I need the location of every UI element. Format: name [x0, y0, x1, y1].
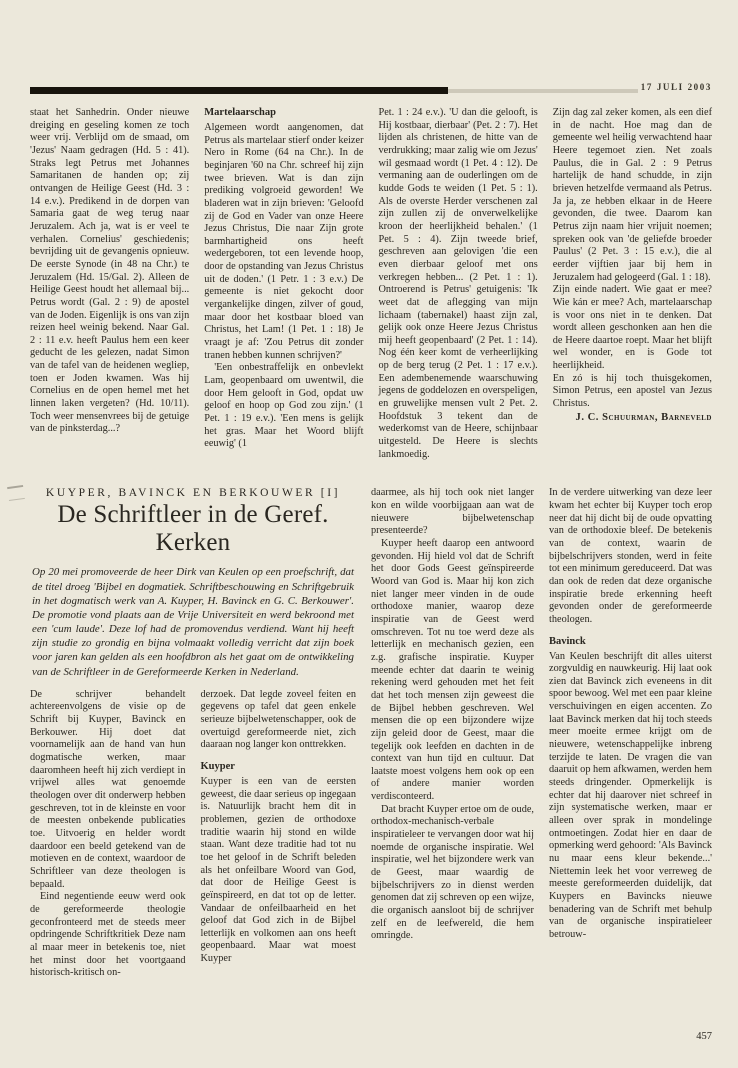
header-rule-bar-faded [448, 89, 638, 93]
schriftleer-column-4 [549, 487, 712, 979]
paragraph: daarmee, als hij toch ook niet langer kon en wilde voorbijgaan aan wat de nieuwere bijbelwetenschap presenteerde? [371, 487, 534, 537]
paragraph: Van Keulen beschrijft dit alles uiterst zorgvuldig en nauwkeurig. Hij laat ook zien dat Bavinck zich eveneens in dit spoor bewoog. Wel met een paar kleine verschuivingen en eigen accenten. Zo laat Bavinck merken dat hij toch steeds meer moeite ermee krijgt om de nieuwere, wetenschappelijke inbreng terzijde te laten. De vragen die van daaruit op hem afkwamen, werden hem steeds dringender. Opmerkelijk is echter dat hij daarover niet schreef in zijn systematische werken, maar er alleen over sprak in mondelinge ontmoetingen. Zodat hier en daar de opmerking werd gehoord: 'Als Bavinck nu maar eens kleur bekende...' Niettemin leek het voor verreweg de meeste gereformeerden duidelijk, dat Kuypers en Bavincks nieuwe benadering van de Schrift met behulp van de organische inspiratieleer betrouw- [549, 650, 712, 940]
section-heading-martelaarschap: Martelaarschap [204, 107, 276, 118]
paragraph: Zijn einde nadert. Wie gaat er mee? Wie kán er mee? Ach, martelaarschap is voor ons niet in te denken. Dat wordt alleen geschonken aan hen die de Heere daartoe roept. Maar het blijft wel wonder, en is Gode tot heerlijkheid. [552, 284, 712, 372]
paragraph: 'Een onbestraffelijk en onbevlekt Lam, geopenbaard om uwentwil, die door Hem gelooft in God, opdat uw geloof en hoop op God zou zijn.' (1 Pet. 1 : 19 e.v.). 'Een mens is gelijk het gras. Maar het Woord blijft eeuwig' (1 [204, 362, 364, 450]
article-schriftleer [30, 487, 712, 979]
page-number: 457 [696, 1031, 712, 1042]
paragraph: Zijn dag zal zeker komen, als een dief in de nacht. Hoe mag dan de gemeente wel heilig verwachtend haar Heere tegemoet zien. Net zoals Paulus, die in Gal. 2 : 9 Petrus hartelijk de hand schudde, in zijn brieven hetzelfde vermaand als Petrus. Ja ja, ze hebben elkaar in de Heere gevonden, die twee. Daarom kan Petrus zijn naam hier vrijuit noemen; spreken ook van 'de geliefde broeder Paulus' (2 Pet. 3 : 15 e.v.), die al eerder vijftien jaar bij hem in Jeruzalem had gelogeerd (Gal. 1 : 18). [552, 107, 712, 283]
section-heading-bavinck: Bavinck [549, 635, 586, 647]
paragraph: En zó is hij toch thuisgekomen, Simon Petrus, een apostel van Jezus Christus. [552, 372, 712, 410]
schriftleer-column-2 [201, 689, 357, 980]
author-signature: J. C. Schuurman, Barneveld [575, 411, 712, 423]
petrus-column-1 [30, 107, 189, 461]
schriftleer-left-columns [30, 689, 356, 980]
schriftleer-column-3 [371, 487, 534, 979]
paragraph: Algemeen wordt aangenomen, dat Petrus als martelaar stierf onder keizer Nero in Rome (64 na Chr.). In de beginjaren '60 na Chr. schreef hij zijn twee brieven. Wat is dan zijn prediking volgroeid geworden! We bladeren wat in zijn brieven: 'Geloofd zij de God en Vader van onze Heere Jezus Christus, Die naar Zijn grote barmhartigheid ons heeft wedergeboren, tot een levende hoop, door de opstanding van Jezus Christus uit de doden.' (1 Petr. 1 : 3 e.v.) De gemeente is niet gekocht door vergankelijke dingen, zilver of goud, maar door het kostbaar bloed van Christus, het Lam! (1 Pet. 1 : 18) Je vraagt je af: 'Zou Petrus dit zonder tranen hebben kunnen schrijven?' [204, 121, 364, 361]
petrus-column-3 [379, 107, 538, 461]
paragraph: Eind negentiende eeuw werd ook de gereformeerde theologie geconfronteerd met de steeds meer opdringende Schriftkritiek Deze nam al maar meer in betekenis toe, niet het minst door het voortgaand historisch-kritisch on- [30, 891, 186, 979]
paragraph: staat het Sanhedrin. Onder nieuwe dreiging en geseling komen ze toch weer vrij. Verblijd om de smaad, om 'Jezus' Naam gedragen (Hd. 5 : 41). Straks legt Petrus met Johannes Samaritanen de handen op; zij ontvangen de Heilige Geest (Hd. 3 : 14 e.v.). Predikend in de dorpen van Samaria gaat de weg terug naar Jeruzalem. Ach ja, wat is er veel te verhalen. Cornelius' geschiedenis; bevrijding uit de gevangenis opnieuw. De eerste Synode (in 48 na Chr.) te Jeruzalem (Hd. 15/Gal. 2). Alleen de Heilige Geest houdt het allemaal bij... Petrus wordt (Gal. 2 : 9) de apostel van de Joden. Eigenlijk is ons van zijn reizen heel weinig bekend. Naar Gal. 2 : 11 e.v. heeft Paulus hem een keer geducht de les gelezen, nadat Simon van de tafel van de heidenen wegliep, toen er Joden kwamen. Was hij Cornelius en de open hemel met het linnen laken vergeten? (Hd. 10/11). Toch weer mensenvrees bij de getuige van de pinksterdag...? [30, 107, 190, 435]
article-petrus [30, 107, 712, 461]
title-block [30, 487, 356, 678]
schriftleer-left-half [30, 487, 356, 979]
paragraph: De schrijver behandelt achtereenvolgens de visie op de Schrift bij Kuyper, Bavinck en Berkouwer. Hij doet dat voornamelijk aan de hand van hun dogmatische werken, maar daaromheen heeft hij zich verdiept in vrijwel alles wat genoemde theologen over dit onderwerp hebben geschreven, tot in de kleinste en voor de meesten onbekende publicaties toe. Uitvoerig en helder wordt daardoor een beeld getekend van de motieven en de context, waardoor de Schriftleer van deze theologen is bepaald. [30, 688, 186, 890]
section-heading-kuyper: Kuyper [200, 761, 235, 773]
header-rule-bar [30, 87, 448, 94]
schriftleer-column-1 [30, 689, 186, 980]
petrus-column-2 [204, 107, 363, 461]
page-header-band [30, 82, 712, 95]
margin-pencil-mark [7, 485, 25, 501]
paragraph: Dat bracht Kuyper ertoe om de oude, orthodox-mechanisch-verbale inspiratieleer te vervangen door wat hij noemde de organische inspiratie. Wel inspiratie, wel het bijzondere werk van de Geest, maar waardig de bijbelschrijvers zo in dienst werden genomen dat zij schreven op een wijze, die organisch aansloot bij de schrijver zelf en de leefwereld, die hem omringde. [371, 803, 534, 942]
article-intro: Op 20 mei promoveerde de heer Dirk van Keulen op een proefschrift, dat de titel droeg 'Bijbel en dogmatiek. Schriftbeschouwing en Schriftgebruik in het dogmatisch werk van A. Kuyper, H. Bavinck en G. C. Berkouwer'. De promotie vond plaats aan de Vrije Universiteit en werd bekroond met een 'cum laude'. Deze lof had de promovendus verdiend. Want hij heeft zijn studie zo grondig en bijna volmaakt volledig verricht dat zijn boek voor jaren kan gelden als een hoofdbron als het gaat om de ontwikkeling van de Schriftleer in de Gereformeerde Kerken in Nederland. [32, 566, 354, 678]
petrus-column-4 [553, 107, 712, 461]
article-title: De Schriftleer in de Geref. Kerken [57, 501, 329, 556]
paragraph: In de verdere uitwerking van deze leer kwam het echter bij Kuyper toch erop neer dat hij dicht bij de oude opvatting van de orthodoxie bleef. De betekenis van de context, waarin de bijbelschrijvers stonden, werd in feite tot een minimum gereduceerd. Dat was dan ook de reden dat deze organische inspiratie brede erkenning heeft gevonden onder de gereformeerde theologen. [549, 487, 712, 625]
article-kicker: KUYPER, BAVINCK EN BERKOUWER [I] [45, 487, 341, 500]
paragraph: Kuyper is een van de eersten geweest, die daar serieus op ingegaan is. Natuurlijk bracht hem dit in problemen, gezien de orthodoxe traditie waarin hij stond en wilde staan. Want deze traditie had tot nu toe het geloof in de Schrift beleden als het onfeilbare Woord van God, dat door de Heilige Geest is geïnspireerd, en dat tot op de letter. Vandaar de onfeilbaarheid en het geloof dat God zich in de Bijbel letterlijk en volkomen aan ons heeft geopenbaard. Maar wat moest Kuyper [200, 775, 356, 965]
paragraph: derzoek. Dat legde zoveel feiten en gegevens op tafel dat geen enkele serieuze bijbelwetenschapper, ook de overtuigd gereformeerde niet, zich daaraan nog langer kon onttrekken. [200, 688, 356, 751]
issue-date: 17 JULI 2003 [640, 82, 712, 92]
paragraph: Kuyper heeft daarop een antwoord gevonden. Hij hield vol dat de Schrift het door Gods Geest geïnspireerde Woord van God is. Maar hij kon zich niet langer meer vinden in de oude orthodoxe manier, waarop deze inspiratie van de Geest werd omschreven. Tot nu toe werd deze als letterlijk en mechanisch gezien, een z.g. grafische inspiratie. Kuyper meende echter dat daarin te weinig rekening werd gehouden met het feit dat het toch mensen zijn geweest die de Bijbel hebben geschreven. Wel mensen die op een bijzondere wijze zijn geleid door de Geest, maar die tegelijk ook leefden en dachten in de context van hun tijd en cultuur. Dat laatste moest volgens hem ook op een of andere manier worden verdisconteerd. [371, 538, 534, 803]
paragraph: Pet. 1 : 24 e.v.). 'U dan die gelooft, is Hij kostbaar, dierbaar' (Pet. 2 : 7). Het lijden als christenen, de hitte van de verdrukking; maar zalig wie om Jezus' wil gesmaad wordt (1 Pet. 4 : 12). De vermaning aan de ouderlingen om de kudde Gods te weiden (1 Pet. 5 : 1). Als de overste Herder verschenen zal zijn zullen zij de onverwelkelijke kroon der heerlijkheid behalen.' (1 Pet. 5 : 4). Zijn tweede brief, geschreven aan gelovigen 'die een even dierbaar geloof met ons verkregen hebben... (2 Pet. 1 : 1). Ontroerend is Petrus' getuigenis: 'Ik weet dat de aflegging van mijn lichaam (tabernakel) haast zijn zal, gelijk ook onze Heere Jezus Christus mij heeft geopenbaard' (2 Pet. 1 : 14). Nog één keer komt de verheerlijking op de berg terug (2 Pet. 1 : 17 e.v.). Een adembenemende waarschuwing jegens de goddelozen en overspeligen, en gruwelijke mensen vult 2 Pet. 2. Hoofdstuk 3 tekent dan de wederkomst van de Heere, schijnbaar uitgesteld. De Heere is slechts lankmoedig. [378, 107, 538, 460]
